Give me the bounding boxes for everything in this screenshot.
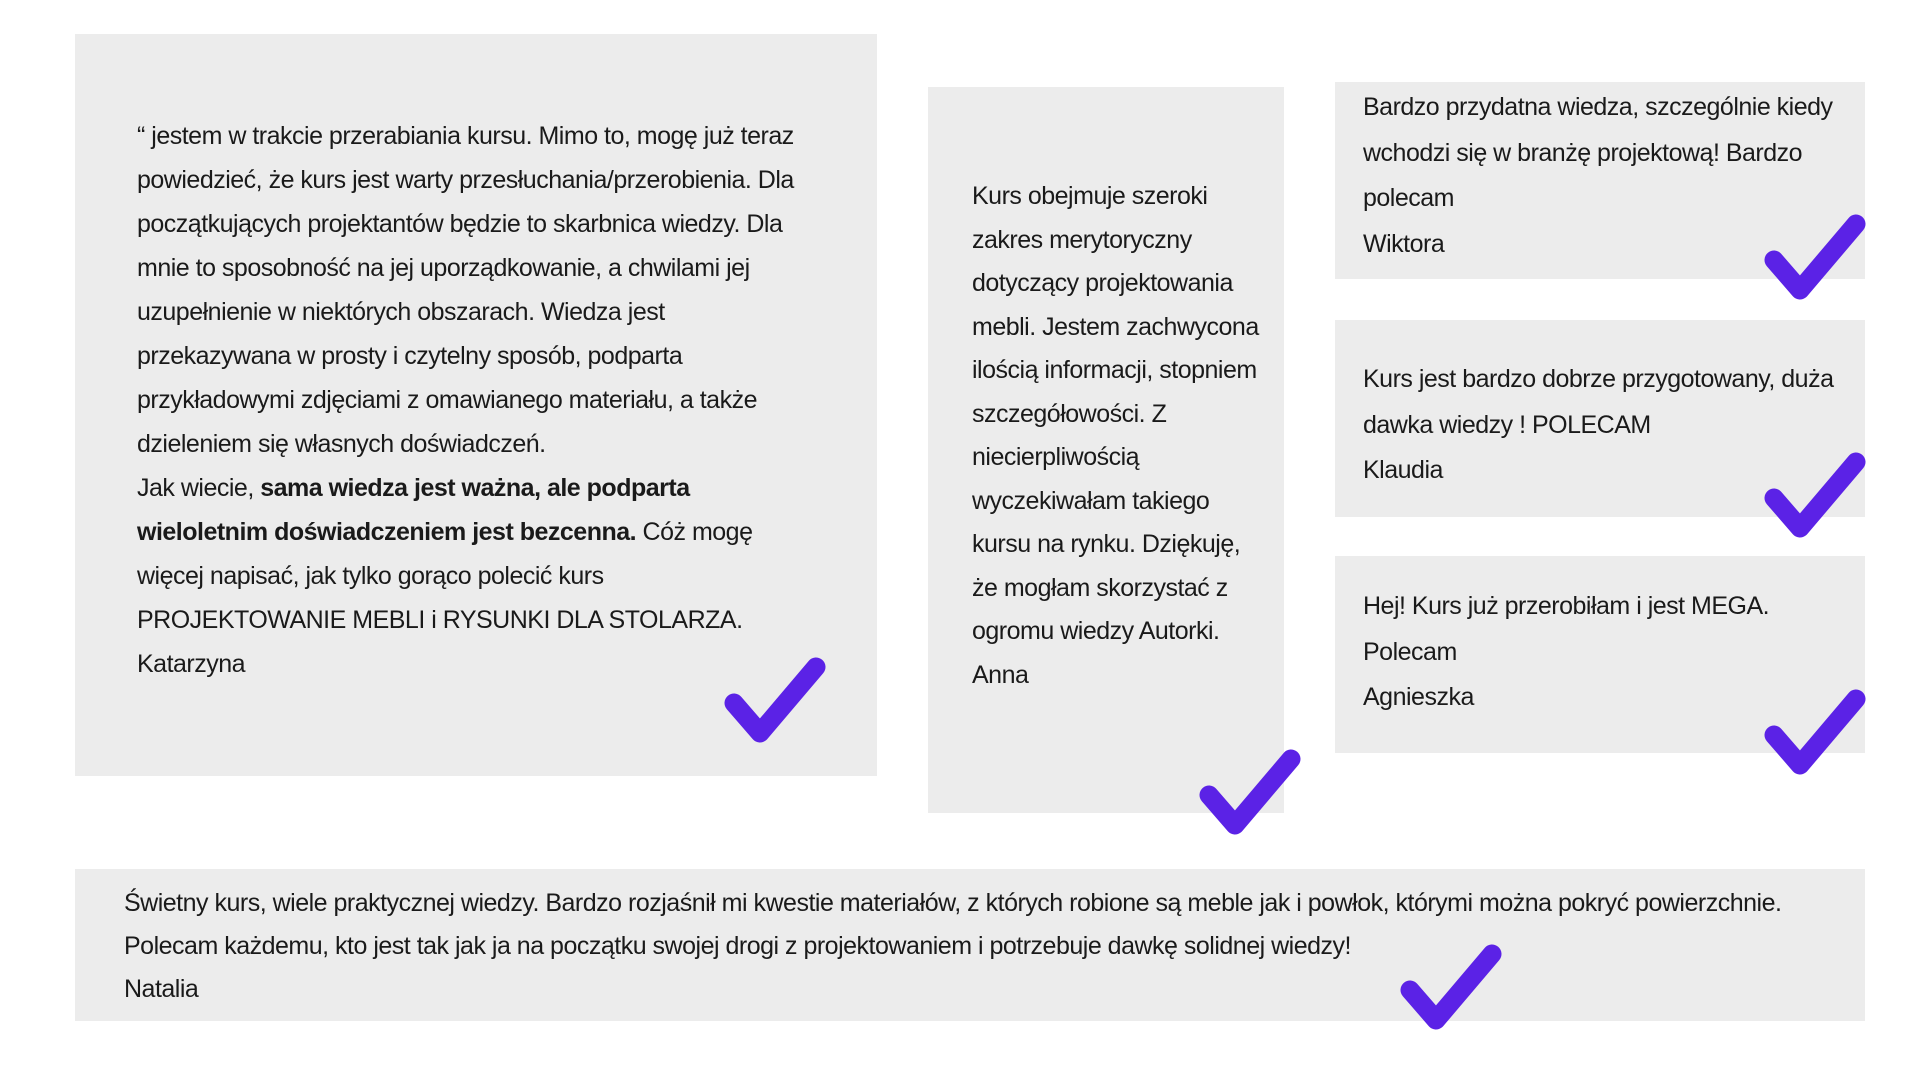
testimonial-body-highlight: Jak wiecie, sama wiedza jest ważna, ale podparta wieloletnim doświadczeniem jest bezcenna. Cóż mogę więcej napisać, jak tylko gorąco polecić kurs PROJEKTOWANIE MEBLI i RYSUNKI DLA STOLARZA. (137, 474, 753, 634)
testimonial-author: Wiktora (1363, 229, 1445, 258)
checkmark-icon (722, 655, 826, 745)
testimonial-author: Klaudia (1363, 456, 1443, 484)
testimonial-body: Polecam każdemu, kto jest tak jak ja na początku swojej drogi z projektowaniem i potrzebuje dawkę solidnej wiedzy! (124, 932, 1351, 960)
testimonial-text-natalia (124, 882, 1854, 1011)
testimonial-text-katarzyna (137, 114, 805, 686)
checkmark-icon (1762, 687, 1866, 777)
checkmark-icon (1762, 212, 1866, 302)
testimonial-body: Świetny kurs, wiele praktycznej wiedzy. Bardzo rozjaśnił mi kwestie materiałów, z których robione są meble jak i powłok, którymi można pokryć powierzchnie. (124, 889, 1782, 917)
testimonial-author: Katarzyna (137, 650, 246, 678)
testimonial-body: Kurs jest bardzo dobrze przygotowany, duża dawka wiedzy ! POLECAM (1363, 365, 1834, 439)
testimonial-text-anna (972, 175, 1272, 697)
testimonial-author: Anna (972, 660, 1029, 689)
testimonial-body: “ jestem w trakcie przerabiania kursu. Mimo to, mogę już teraz powiedzieć, że kurs jest warty przesłuchania/przerobienia. Dla początkujących projektantów będzie to skarbnica wiedzy. Dla mnie to sposobność na jej uporządkowanie, a chwilami jej uzupełnienie w niektórych obszarach. Wiedza jest przekazywana w prosty i czytelny sposób, podparta przykładowymi zdjęciami z omawianego materiału, a także dzieleniem się własnych doświadczeń. (137, 122, 794, 458)
checkmark-icon (1762, 450, 1866, 540)
testimonial-body: Bardzo przydatna wiedza, szczególnie kiedy wchodzi się w branżę projektową! Bardzo polecam (1363, 93, 1833, 212)
testimonial-body: Hej! Kurs już przerobiłam i jest MEGA. (1363, 592, 1770, 620)
testimonial-body: Kurs obejmuje szeroki zakres merytoryczny dotyczący projektowania mebli. Jestem zachwycona ilością informacji, stopniem szczegółowości. Z niecierpliwością wyczekiwałam takiego kursu na rynku. Dziękuję, że mogłam skorzystać z ogromu wiedzy Autorki. (972, 182, 1259, 645)
highlight-text: sama wiedza jest ważna, ale podparta wieloletnim doświadczeniem jest bezcenna. (137, 474, 690, 546)
checkmark-icon (1197, 747, 1301, 837)
checkmark-icon (1398, 942, 1502, 1032)
testimonial-author: Agnieszka (1363, 683, 1474, 711)
testimonial-body: Polecam (1363, 637, 1457, 666)
testimonial-author: Natalia (124, 975, 199, 1003)
